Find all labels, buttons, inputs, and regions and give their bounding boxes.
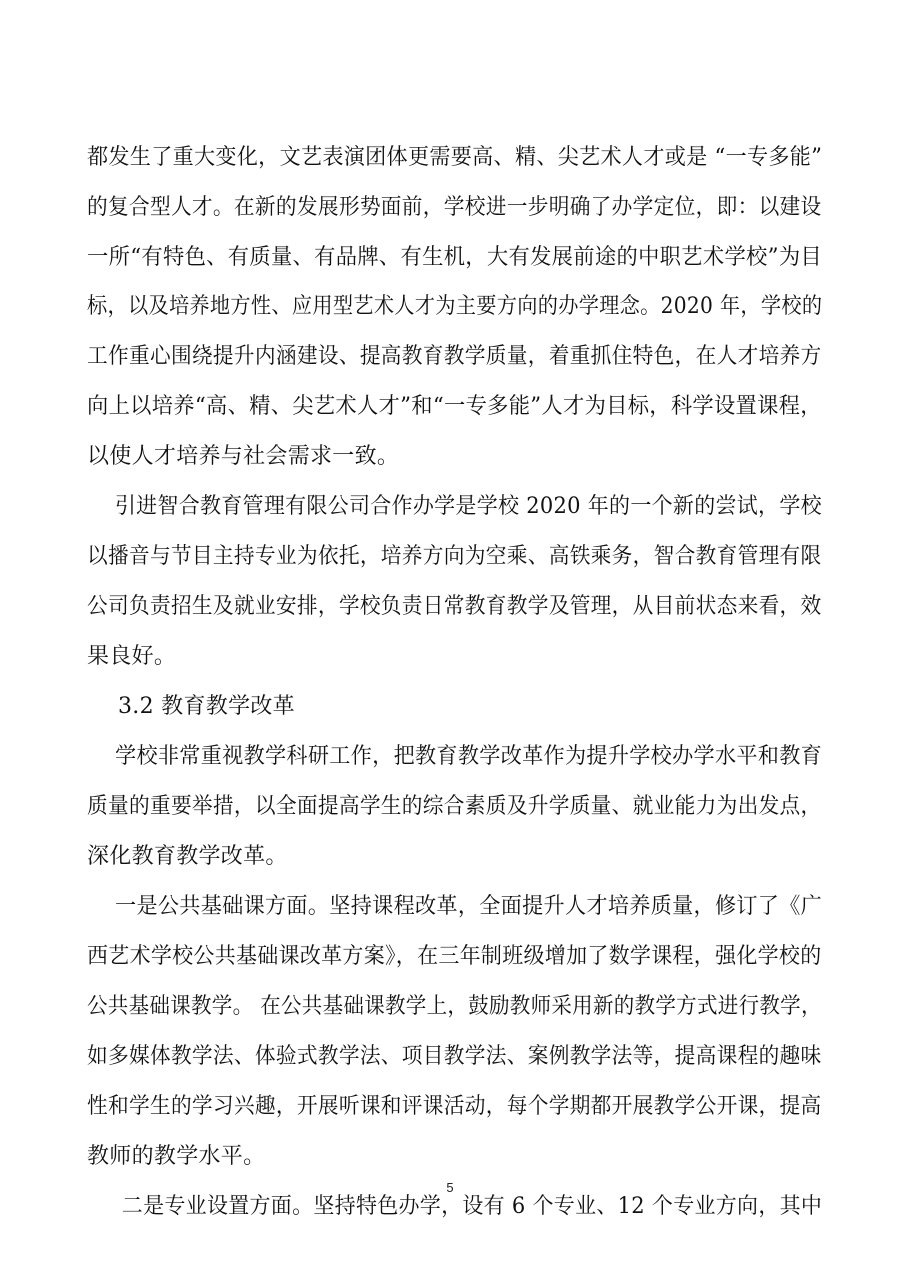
text-line: 一是公共基础课方面。坚持课程改革，全面提升人才培养质量，修订了《广: [87, 894, 823, 919]
section-heading: 3.2 教育教学改革: [118, 694, 295, 719]
text-line: 西艺术学校公共基础课改革方案》，在三年制班级增加了数学课程，强化学校的: [87, 944, 822, 969]
text-line: 质量的重要举措，以全面提高学生的综合素质及升学质量、就业能力为出发点，: [87, 794, 822, 819]
text-line: 都发生了重大变化，文艺表演团体更需要高、精、尖艺术人才或是 “一专多能”: [87, 145, 823, 170]
text-line: 向上以培养“高、精、尖艺术人才”和“一专多能”人才为目标，科学设置课程，: [87, 394, 822, 419]
text-line: 以播音与节目主持专业为依托，培养方向为空乘、高铁乘务，智合教育管理有限: [87, 544, 822, 569]
text-line: 果良好。: [87, 644, 177, 669]
text-line: 深化教育教学改革。: [87, 844, 288, 869]
text-line: 二是专业设置方面。坚持特色办学，设有 6 个专业、12 个专业方向，其中: [87, 1194, 823, 1219]
text-line: 的复合型人才。在新的发展形势面前，学校进一步明确了办学定位，即：以建设: [87, 195, 822, 220]
text-line: 学校非常重视教学科研工作，把教育教学改革作为提升学校办学水平和教育: [87, 744, 823, 769]
text-line: 教师的教学水平。: [87, 1144, 266, 1169]
text-line: 引进智合教育管理有限公司合作办学是学校 2020 年的一个新的尝试，学校: [87, 494, 822, 519]
text-line: 一所“有特色、有质量、有品牌、有生机，大有发展前途的中职艺术学校”为目: [87, 245, 823, 270]
text-line: 公共基础课教学。 在公共基础课教学上，鼓励教师采用新的教学方式进行教学，: [87, 994, 822, 1019]
text-line: 标，以及培养地方性、应用型艺术人才为主要方向的办学理念。2020 年，学校的: [87, 294, 823, 319]
text-line: 工作重心围绕提升内涵建设、提高教育教学质量，着重抓住特色，在人才培养方: [87, 344, 822, 369]
text-line: 以使人才培养与社会需求一致。: [87, 444, 400, 469]
page-number: 5: [446, 1180, 454, 1195]
text-line: 如多媒体教学法、体验式教学法、项目教学法、案例教学法等，提高课程的趣味: [87, 1044, 822, 1069]
text-line: 性和学生的学习兴趣，开展听课和评课活动，每个学期都开展教学公开课，提高: [87, 1094, 822, 1119]
text-line: 公司负责招生及就业安排，学校负责日常教育教学及管理，从目前状态来看，效: [87, 594, 822, 619]
